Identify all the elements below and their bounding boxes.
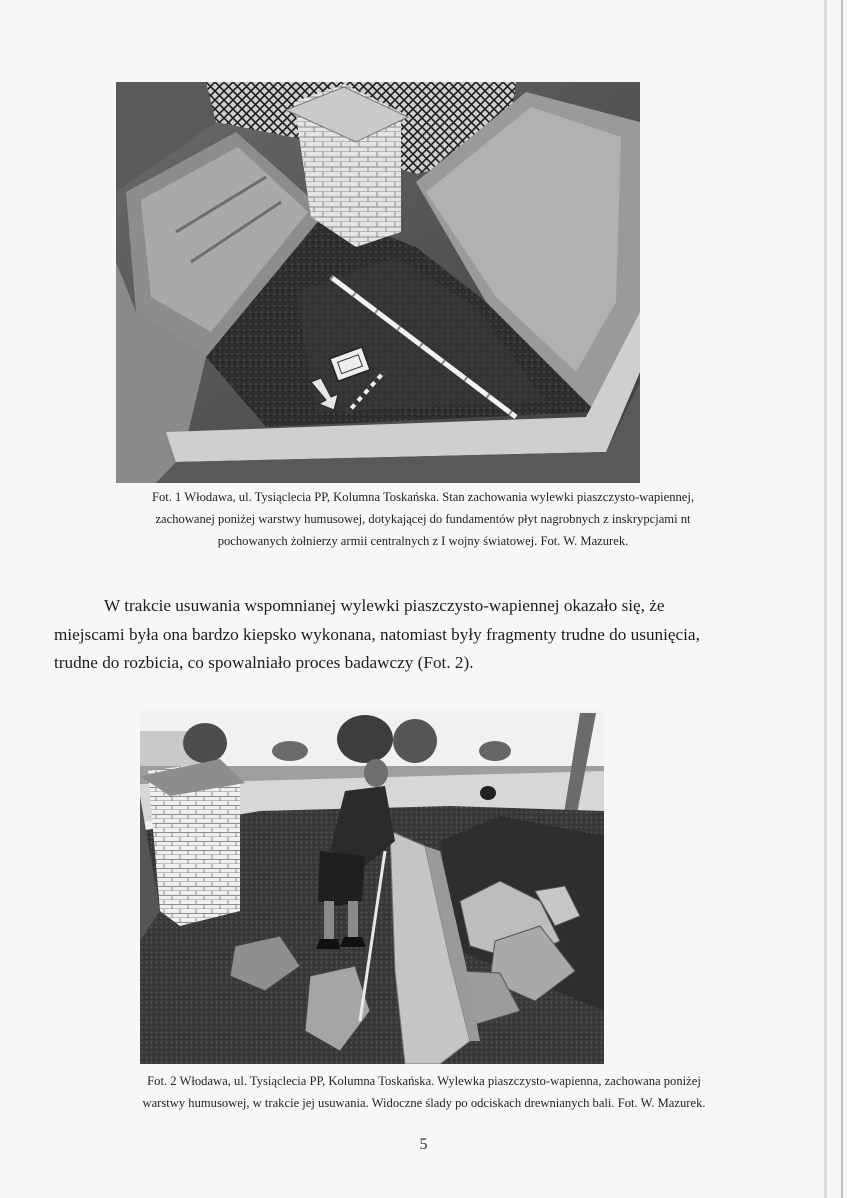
- caption-line: warstwy humusowej, w trakcie jej usuwania. Widoczne ślady po odciskach drewnianych bali. Fot. W. Mazurek.: [142, 1096, 706, 1110]
- figure-1-caption: [60, 486, 786, 552]
- word: trudne: [560, 624, 605, 644]
- word: kiepsko: [243, 624, 297, 644]
- word: że: [649, 596, 665, 615]
- paragraph-line-2: [54, 621, 770, 650]
- caption-line: pochowanych żołnierzy armii centralnych z I wojny światowej. Fot. W. Mazurek.: [217, 534, 629, 548]
- word: były: [451, 624, 482, 644]
- photo-1-image: [116, 82, 640, 483]
- page-edge: [824, 0, 827, 1198]
- paragraph-line-1: [54, 592, 770, 621]
- word: trakcie: [124, 596, 171, 615]
- word: bardzo: [191, 624, 239, 644]
- word: fragmenty: [486, 624, 557, 644]
- word: do: [609, 624, 627, 644]
- body-paragraph: [54, 592, 770, 678]
- word: miejscami: [54, 624, 125, 644]
- word: ona: [162, 624, 188, 644]
- word: wykonana,: [300, 624, 376, 644]
- page-number: 5: [419, 1136, 428, 1153]
- word: była: [128, 624, 159, 644]
- word: wspomnianej: [244, 596, 337, 615]
- figure-2-caption: [40, 1070, 808, 1114]
- word: wylewki: [340, 596, 400, 615]
- word: piaszczysto-wapiennej: [403, 596, 560, 615]
- word: usunięcia,: [630, 624, 700, 644]
- page-edge: [841, 0, 843, 1198]
- word: okazało: [563, 596, 618, 615]
- word: natomiast: [380, 624, 447, 644]
- photo-excavation-trench: [116, 82, 640, 483]
- photo-worker-removing-layer: [140, 711, 604, 1064]
- word: W: [104, 596, 120, 615]
- caption-line: zachowanej poniżej warstwy humusowej, dotykającej do fundamentów płyt nagrobnych z inskrypcjami nt: [155, 512, 691, 526]
- word: usuwania: [175, 596, 241, 615]
- photo-2-image: [140, 711, 604, 1064]
- caption-line: Fot. 2 Włodawa, ul. Tysiąclecia PP, Kolumna Toskańska. Wylewka piaszczysto-wapienna, zachowana poniżej: [147, 1074, 701, 1088]
- word: się,: [621, 596, 645, 615]
- caption-line: Fot. 1 Włodawa, ul. Tysiąclecia PP, Kolumna Toskańska. Stan zachowania wylewki piaszczysto-wapiennej,: [151, 490, 695, 504]
- paragraph-line-3: trudne do rozbicia, co spowalniało proces badawczy (Fot. 2).: [54, 653, 474, 672]
